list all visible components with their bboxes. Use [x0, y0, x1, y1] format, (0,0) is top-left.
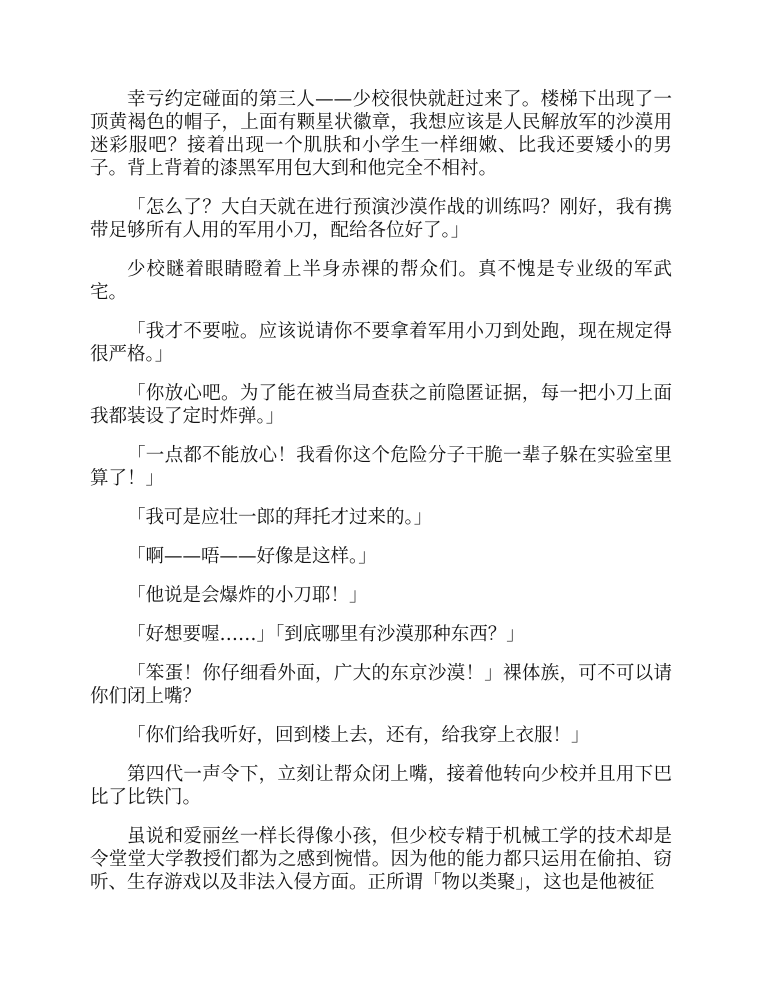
- paragraph-3: 少校瞇着眼睛瞪着上半身赤裸的帮众们。真不愧是专业级的军武宅。: [90, 259, 672, 303]
- paragraph-1: 幸亏约定碰面的第三人——少校很快就赶过来了。楼梯下出现了一顶黄褐色的帽子，上面有颗星状徽章，我想应该是人民解放军的沙漠用迷彩服吧？接着出现一个肌肤和小学生一样细嫩、比我还要矮小的男子。背上背着的漆黑军用包大到和他完全不相衬。: [90, 89, 672, 179]
- paragraph-2: 「怎么了？大白天就在进行预演沙漠作战的训练吗？刚好，我有携带足够所有人用的军用小刀，配给各位好了。」: [90, 197, 672, 241]
- paragraph-12: 「你们给我听好，回到楼上去，还有，给我穿上衣服！」: [127, 725, 590, 746]
- paragraph-14: 虽说和爱丽丝一样长得像小孩，但少校专精于机械工学的技术却是令堂堂大学教授们都为之感到惋惜。因为他的能力都只运用在偷拍、窃听、生存游戏以及非法入侵方面。正所谓「物以类聚」，这也是他被征: [90, 826, 672, 893]
- paragraph-9: 「他说是会爆炸的小刀耶！」: [127, 585, 368, 606]
- paragraph-10: 「好想要喔……」「到底哪里有沙漠那种东西？」: [127, 624, 525, 645]
- paragraph-5: 「你放心吧。为了能在被当局查获之前隐匿证据，每一把小刀上面我都装设了定时炸弹。」: [90, 383, 672, 427]
- paragraph-8: 「啊——唔——好像是这样。」: [127, 546, 377, 567]
- paragraph-7: 「我可是应壮一郎的拜托才过来的。」: [127, 507, 433, 528]
- document-page: [90, 88, 672, 910]
- paragraph-6: 「一点都不能放心！我看你这个危险分子干脆一辈子躲在实验室里算了！」: [90, 445, 672, 489]
- paragraph-4: 「我才不要啦。应该说请你不要拿着军用小刀到处跑，现在规定得很严格。」: [90, 321, 672, 365]
- paragraph-11: 「笨蛋！你仔细看外面，广大的东京沙漠！」裸体族，可不可以请你们闭上嘴？: [90, 663, 672, 707]
- paragraph-13: 第四代一声令下，立刻让帮众闭上嘴，接着他转向少校并且用下巴比了比铁门。: [90, 764, 672, 808]
